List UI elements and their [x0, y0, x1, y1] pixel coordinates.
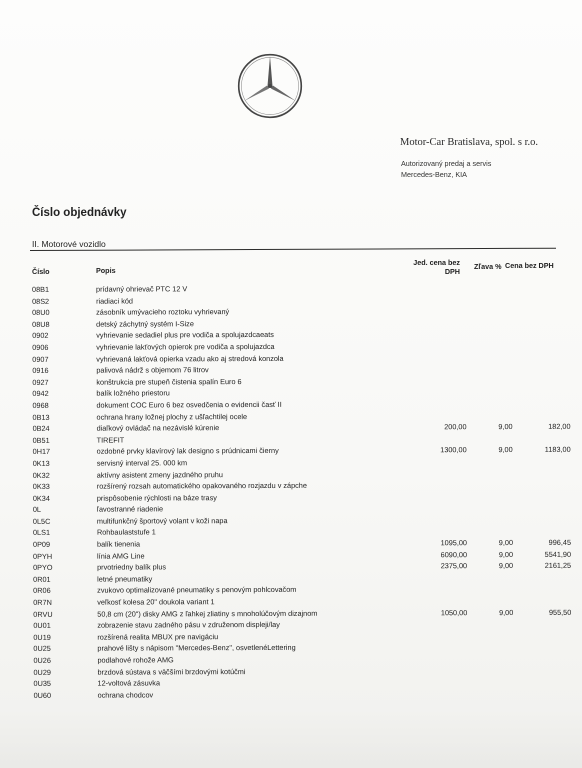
row-description: TIREFIT [96, 435, 125, 445]
row-description: palivová nádrž s objemom 76 litrov [96, 365, 209, 375]
row-description: brzdová sústava s väčšími brzdovými kotúčmi [97, 666, 246, 677]
row-unit-price: 2375,00 [440, 561, 468, 571]
row-description: rozšírený rozsah automatického opakovaného rozjazdu v zápche [96, 480, 307, 491]
row-code: 08U0 [32, 307, 50, 318]
row-unit-price: 6090,00 [440, 549, 468, 559]
column-header-code: Číslo [32, 267, 50, 276]
column-header-net-price: Cena bez DPH [505, 261, 554, 270]
section-divider [30, 248, 556, 251]
row-code: 0902 [32, 331, 49, 341]
row-description: ozdobné prvky klavírový lak designo s prúdnicami čierny [96, 446, 279, 456]
column-header-unit-price: Jed. cena bez DPH [413, 258, 460, 276]
row-net-price: 955,50 [548, 607, 572, 617]
row-net-price: 1183,00 [544, 445, 571, 455]
dealer-line-2: Mercedes-Benz, KIA [401, 170, 467, 179]
company-name: Motor-Car Bratislava, spol. s r.o. [400, 137, 539, 148]
row-unit-price: 1095,00 [440, 538, 468, 548]
row-code: 0U01 [33, 621, 51, 631]
row-net-price: 182,00 [548, 421, 571, 432]
row-code: 0PYO [33, 563, 53, 573]
row-code: 0U26 [33, 655, 51, 665]
row-description: multifunkčný športový volant v koži napa [96, 516, 228, 526]
row-description: prvotriedny balík plus [97, 562, 167, 572]
row-description: vyhrievanie lakťových opierok pre vodiča a spolujazdca [96, 341, 275, 352]
row-description: balík ložného priestoru [96, 388, 170, 398]
row-description: rozšírená realita MBUX pre navigáciu [97, 631, 219, 642]
row-code: 0L5C [32, 516, 51, 526]
row-description: 12-voltová zásuvka [97, 678, 161, 688]
row-description: konštrukcia pre stupeň čistenia spalín Euro 6 [96, 376, 242, 387]
row-code: 0968 [32, 400, 49, 410]
row-description: ochrana chodcov [97, 690, 154, 700]
row-discount: 9,00 [498, 538, 514, 548]
section-heading: II. Motorové vozidlo [32, 239, 106, 249]
row-discount: 9,00 [498, 445, 513, 455]
row-code: 08B1 [32, 284, 50, 294]
row-code: 0K34 [32, 493, 50, 503]
table-row [2, 688, 582, 702]
column-header-description: Popis [96, 266, 116, 275]
dealer-info [401, 158, 491, 180]
row-code: 0LS1 [32, 528, 51, 538]
row-code: 0916 [32, 365, 49, 376]
row-description: balík tienenia [96, 539, 141, 549]
row-code: 0RVU [33, 609, 53, 619]
row-discount: 9,00 [498, 549, 514, 559]
row-description: línia AMG Line [97, 551, 145, 561]
row-code: 0906 [32, 342, 49, 352]
row-description: ochrana hrany ložnej plochy z ušľachtilej ocele [96, 411, 248, 422]
row-description: zásobník umývacieho roztoku vyhrievaný [96, 307, 230, 317]
row-description: detský záchytný systém I-Size [96, 319, 194, 329]
row-description: zobrazenie stavu zadného pásu v združenom displeji/lay [97, 620, 280, 630]
row-code: 0907 [32, 354, 49, 364]
row-unit-price: 200,00 [444, 422, 467, 432]
row-code: 0R06 [33, 586, 51, 596]
row-code: 0U19 [33, 632, 51, 642]
dealer-line-1: Autorizovaný predaj a servis [401, 159, 492, 168]
row-code: 0942 [32, 389, 49, 399]
row-code: 0H17 [32, 447, 51, 457]
row-code: 0K13 [32, 458, 50, 468]
row-description: vyhrievanie sedadiel plus pre vodiča a spolujazdcaeats [96, 330, 274, 341]
row-code: 0P09 [32, 539, 51, 549]
column-header-discount: Zľava % [474, 262, 502, 271]
row-code: 0K32 [32, 470, 50, 480]
row-description: vyhrievaná lakťová opierka vzadu ako aj stredová konzola [96, 353, 284, 364]
row-description: servisný interval 25. 000 km [96, 458, 188, 468]
row-net-price: 996,45 [548, 537, 572, 547]
row-description: 50,8 cm (20") disky AMG z ľahkej zliatiny s mnoholúčovým dizajnom [97, 608, 318, 619]
row-description: ľavostranné riadenie [96, 504, 164, 514]
row-description: aktívny asistent zmeny jazdného pruhu [96, 469, 223, 480]
row-description: dokument COC Euro 6 bez osvedčenia o evidencii časť II [96, 399, 282, 410]
row-code: 0B24 [32, 423, 50, 434]
equipment-table [0, 282, 582, 702]
row-code: 0U60 [33, 690, 52, 700]
document-title: Číslo objednávky [32, 207, 127, 219]
row-description: zvukovo optimalizované pneumatiky s penovým pohlcovačom [97, 585, 297, 596]
row-description: prahové lišty s nápisom "Mercedes-Benz", osvetlenéLettering [97, 643, 296, 654]
mercedes-star-logo [236, 52, 304, 120]
row-description: veľkosť kolesa 20" doukola variant 1 [97, 597, 215, 607]
row-code: 0U35 [33, 678, 52, 689]
row-code: 08U8 [32, 319, 50, 329]
row-code: 0U25 [33, 644, 51, 654]
row-code: 0B51 [32, 435, 50, 445]
row-description: letné pneumatiky [97, 574, 153, 584]
row-code: 0PYH [33, 551, 53, 561]
row-net-price: 2161,25 [544, 561, 572, 571]
row-code: 0927 [32, 377, 49, 387]
row-unit-price: 1300,00 [440, 445, 467, 455]
row-description: riadiaci kód [96, 296, 134, 306]
row-unit-price: 1050,00 [440, 607, 468, 617]
row-discount: 9,00 [499, 607, 514, 617]
row-description: diaľkový ovládač na nezávislé kúrenie [96, 423, 220, 433]
row-code: 0R01 [33, 574, 51, 584]
row-description: Rohbaulaststufe 1 [96, 527, 156, 538]
row-discount: 9,00 [498, 561, 514, 571]
row-code: 0L [32, 505, 42, 515]
row-description: prispôsobenie rýchlosti na báze trasy [96, 492, 217, 503]
row-code: 0K33 [32, 481, 50, 491]
row-discount: 9,00 [498, 422, 513, 432]
row-code: 0U29 [33, 667, 51, 677]
row-description: podlahové rohože AMG [97, 655, 174, 665]
row-net-price: 5541,90 [544, 549, 572, 559]
row-code: 0R7N [33, 597, 52, 607]
paper-shadow [0, 708, 582, 768]
row-description: prídavný ohrievač PTC 12 V [96, 284, 188, 294]
row-code: 0B13 [32, 412, 50, 422]
row-code: 08S2 [32, 296, 50, 306]
